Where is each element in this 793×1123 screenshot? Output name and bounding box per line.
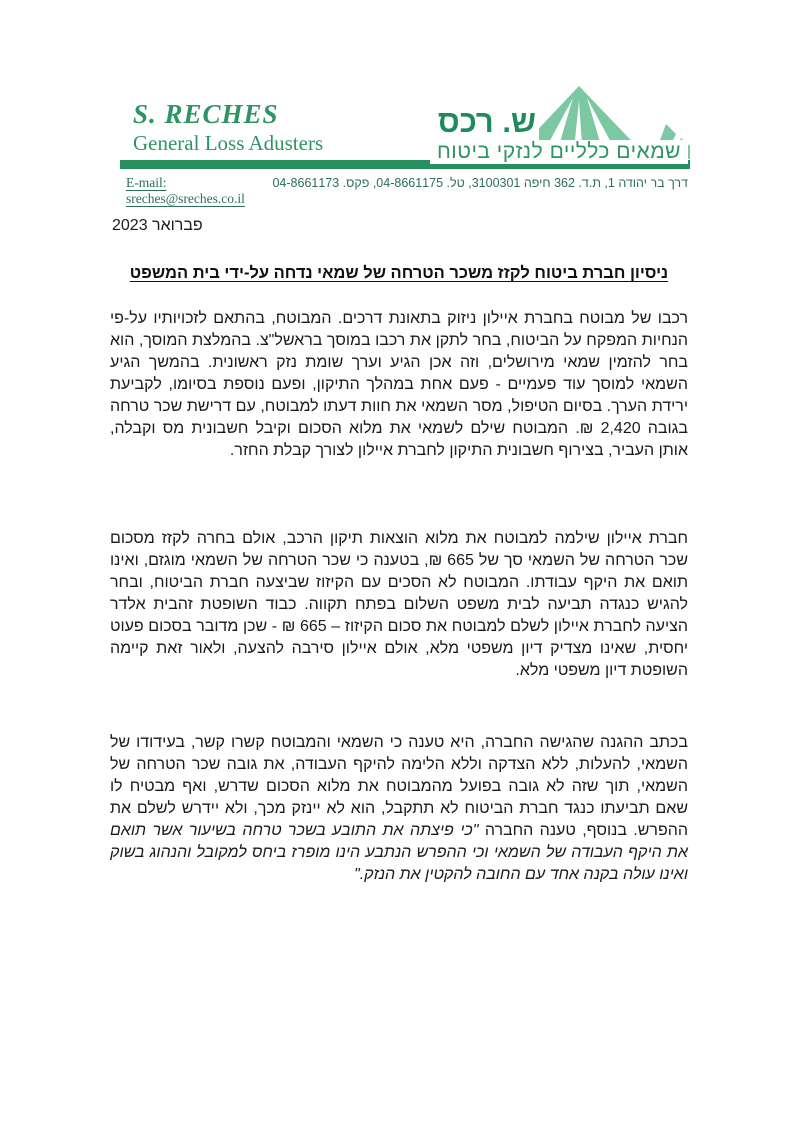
company-tagline-english: General Loss Adusters	[133, 131, 324, 155]
paragraph-3-quoted-text: "כי פיצתה את התובע בשכר טרחה בשיעור אשר תואם את היקף העבודה של השמאי וכי ההפרש הנתבע הינו מופרז ביחס למקובל והנהוג בשוק ואינו עולה בקנה אחד עם החובה להקטין את הנזק."	[110, 822, 688, 883]
company-name-hebrew: ש. רכס	[435, 104, 539, 140]
paragraph-1: רכבו של מבוטח בחברת איילון ניזוק בתאונת דרכים. המבוטח, בהתאם לזכויותיו על-פי הנחיות המפקח על הביטוח, בחר לתקן את רכבו במוסך בראשל"צ. בהמלצת המוסך, הוא בחר להזמין שמאי מירושלים, וזה אכן הגיע וערך שומת נזק ראשונית. בהמשך הגיע השמאי למוסך עוד פעמיים - פעם אחת במהלך התיקון, ופעם נוספת בסיומו, לקביעת ירידת הערך. בסיום הטיפול, מסר השמאי את חוות דעתו למבוטח, עם דרישת שכר טרחה בגובה 2,420 ₪. המבוטח שילם לשמאי את מלוא הסכום וקיבל חשבונית מס וקבלה, אותן העביר, בצירוף חשבונית התיקון לחברת איילון לצורך קבלת החזר.	[110, 310, 688, 459]
contact-info-line	[126, 175, 688, 207]
paragraph-3-text: בכתב ההגנה שהגישה החברה, היא טענה כי השמאי והמבוטח קשרו קשר, בעידודו של השמאי, להעלות, ללא הצדקה וללא הלימה להיקף העבודה, את גובה שכר הטרחה של השמאי, תוך שזה לא גובה בפועל מהמבוטח את מלוא הסכום שדרש, ואף מבטיח לו שאם תביעתו כנגד חברת הביטוח לא תתקבל, הוא לא יינזק מכך, ולא יידרש לשלם את ההפרש. בנוסף, טענה החברה	[110, 734, 688, 839]
document-title: ניסיון חברת ביטוח לקזז משכר הטרחה של שמאי נדחה על-ידי בית המשפט	[129, 264, 669, 282]
paragraph-3	[110, 732, 688, 886]
company-tagline-hebrew: שמאים כלליים לנזקי ביטוח	[430, 140, 688, 164]
company-name-english: S. RECHES	[133, 99, 279, 129]
address-phone-fax: דרך בר יהודה 1, ת.ד. 362 חיפה 3100301, טל. 04-8661175, פקס. 04-8661173	[272, 176, 688, 190]
paragraph-2: חברת איילון שילמה למבוטח את מלוא הוצאות תיקון הרכב, אולם בחרה לקזז מסכום שכר הטרחה של השמאי סך של 665 ₪, בטענה כי שכר הטרחה של השמאי מוגזם, ואינו תואם את היקף עבודתו. המבוטח לא הסכים עם הקיזוז שביצעה חברת הביטוח, ובחר להגיש כנגדה תביעה לבית משפט השלום בפתח תקווה. כבוד השופטת זהבית אלדר הציעה לחברת איילון לשלם למבוטח את סכום הקיזוז – 665 ₪ - שכן מדובר בסכום פעוט יחסית, שאינו מצדיק דיון משפטי מלא, אולם איילון סירבה להצעה, ולאור זאת קיימה השופטת דיון משפטי מלא.	[110, 530, 689, 679]
document-date: פברואר 2023	[112, 217, 203, 234]
email-address: E-mail: sreches@sreches.co.il	[126, 175, 245, 206]
